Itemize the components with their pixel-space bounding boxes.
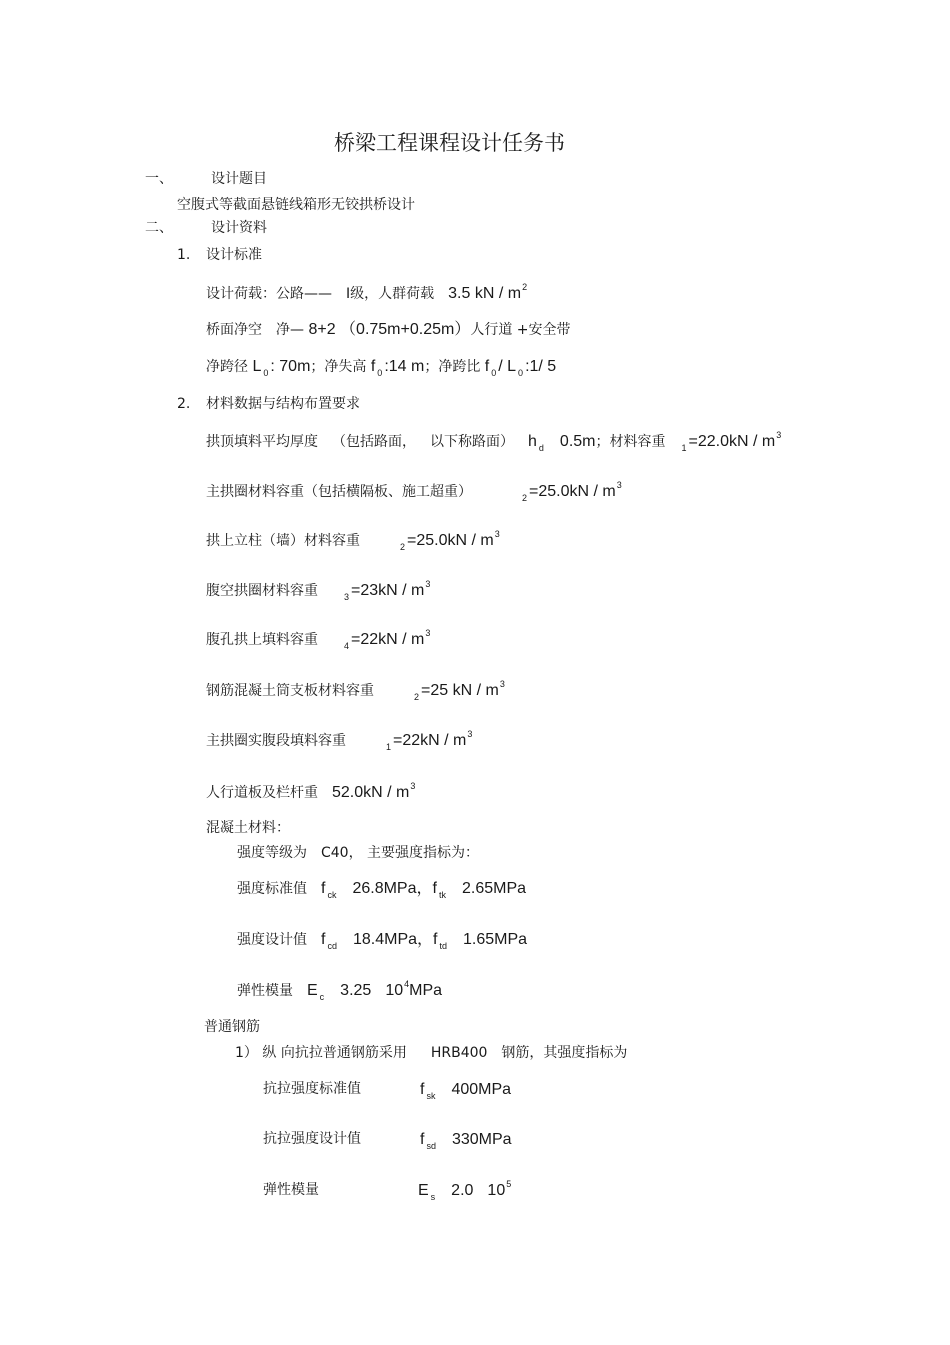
weight-value: =25 kN / m <box>421 682 499 699</box>
steel-line1-a: 纵 向抗拉普通钢筋采用 <box>262 1045 407 1061</box>
steel-modulus-value: 2.0 <box>451 1182 474 1199</box>
item1-number: 1. <box>177 247 191 263</box>
weight-label: 拱上立柱（墙）材料容重 <box>206 533 360 549</box>
weight-exp: 3 <box>467 729 473 739</box>
weight-sub: 1 <box>386 742 392 752</box>
item1-heading: 设计标准 <box>206 247 262 263</box>
ratio-slash: / L <box>498 358 517 375</box>
concrete-design-line <box>237 931 528 951</box>
design-load-grade: Ⅰ级，人群荷载 <box>346 286 435 302</box>
steel-std-f: f <box>420 1081 425 1098</box>
weight-label: 主拱圈材料容重（包括横隔板、施工超重） <box>206 484 472 500</box>
concrete-modulus-e-sub: c <box>319 992 325 1002</box>
crowd-load-value: 3.5 <box>448 285 471 302</box>
design-load-line <box>206 282 528 302</box>
weight-row <box>206 480 622 503</box>
steel-std-value-line <box>420 1081 512 1101</box>
weight-row <box>206 679 505 702</box>
steel-line1-num: 1） <box>235 1045 258 1061</box>
weight-label: 钢筋混凝土筒支板材料容重 <box>206 683 374 699</box>
steel-std-f-sub: sk <box>426 1091 436 1101</box>
span-sep2: ；净跨比 <box>424 359 481 375</box>
weight-value: =25.0kN / m <box>529 483 616 500</box>
steel-modulus-pow: 10 <box>487 1182 506 1199</box>
section1-heading: 设计题目 <box>211 171 267 187</box>
weight-value: =22kN / m <box>393 732 467 749</box>
crowd-load-exp: 2 <box>522 282 528 292</box>
steel-design-value-line <box>420 1131 512 1151</box>
railing-exp: 3 <box>410 781 416 791</box>
concrete-design-v1: 18.4MPa，f <box>352 931 438 948</box>
section2-heading: 设计资料 <box>211 220 267 236</box>
steel-modulus-e: E <box>418 1182 429 1199</box>
concrete-design-f2-sub: td <box>439 941 447 951</box>
steel-std-label: 抗拉强度标准值 <box>263 1081 361 1097</box>
rise-f-sub: 0 <box>377 368 383 378</box>
railing-value: 52.0kN / m <box>332 784 410 801</box>
steel-heading: 普通钢筋 <box>204 1019 260 1035</box>
item2-number: 2. <box>177 396 191 412</box>
weight-exp: 3 <box>425 628 431 638</box>
concrete-std-label: 强度标准值 <box>237 881 307 897</box>
steel-modulus-e-sub: s <box>430 1192 436 1202</box>
rise-f-value: :14 m <box>384 358 425 375</box>
steel-modulus-exp: 5 <box>506 1179 512 1189</box>
deck-value: 8+2 （0.75m+0.25m） <box>308 321 471 338</box>
concrete-std-f-sub: ck <box>327 890 337 900</box>
fill-g-sub: 1 <box>681 443 687 453</box>
section1-number: 一、 <box>145 171 173 187</box>
railing-row <box>206 781 416 801</box>
steel-design-f-sub: sd <box>426 1141 436 1151</box>
ratio-f-sub: 0 <box>491 368 497 378</box>
weight-exp: 3 <box>494 529 500 539</box>
steel-design-value: 330MPa <box>451 1131 512 1148</box>
concrete-grade-c: 主要强度指标为： <box>367 845 480 861</box>
page-title: 桥梁工程课程设计任务书 <box>334 131 565 155</box>
rise-f-symbol: f <box>370 358 376 375</box>
fill-label: 拱顶填料平均厚度 <box>206 434 318 450</box>
weight-exp: 3 <box>499 679 505 689</box>
deck-label: 桥面净空 <box>206 322 262 338</box>
fill-h-value: 0.5m <box>559 433 596 450</box>
weight-row <box>206 729 473 752</box>
steel-design-label: 抗拉强度设计值 <box>263 1131 361 1147</box>
concrete-modulus-pow: 10 <box>385 982 404 999</box>
concrete-heading: 混凝土材料： <box>206 820 290 836</box>
deck-net: 净— <box>276 322 304 338</box>
fill-h-sub: d <box>538 443 544 453</box>
concrete-modulus-label: 弹性模量 <box>237 983 293 999</box>
weight-sub: 2 <box>400 542 406 552</box>
deck-tail: 人行道 +安全带 <box>470 322 571 338</box>
weight-exp: 3 <box>616 480 622 490</box>
steel-line1 <box>235 1046 627 1060</box>
span-l-sub: 0 <box>263 368 269 378</box>
weight-value: =22kN / m <box>351 631 425 648</box>
span-l-symbol: L <box>252 358 262 375</box>
crowd-load-unit: kN / m <box>474 285 522 302</box>
weight-row <box>206 628 431 651</box>
concrete-std-v2: 2.65MPa <box>461 880 527 897</box>
fill-h-symbol: h <box>528 433 537 450</box>
weight-sub: 4 <box>344 641 350 651</box>
fill-g-value: =22.0kN / m <box>688 433 776 450</box>
concrete-design-f-sub: cd <box>327 941 337 951</box>
steel-modulus-value-line <box>418 1179 512 1202</box>
section1-content: 空腹式等截面悬链线箱形无铰拱桥设计 <box>177 197 415 213</box>
fill-paren: （包括路面， <box>332 434 416 450</box>
span-sep1: ；净失高 <box>310 359 367 375</box>
concrete-modulus-e: E <box>307 982 318 999</box>
span-label: 净跨径 <box>206 359 248 375</box>
weight-label: 主拱圈实腹段填料容重 <box>206 733 346 749</box>
concrete-grade-b: C40， <box>321 845 363 861</box>
span-l-value: : 70m <box>270 358 311 375</box>
weight-sub: 2 <box>414 692 420 702</box>
section2-number: 二、 <box>145 220 173 236</box>
ratio-l-sub: 0 <box>518 368 524 378</box>
concrete-design-label: 强度设计值 <box>237 932 307 948</box>
fill-paren2: 以下称路面） <box>430 434 514 450</box>
weight-label: 腹空拱圈材料容重 <box>206 583 318 599</box>
concrete-modulus-exp: 4 <box>404 979 410 989</box>
concrete-std-line <box>237 880 527 900</box>
steel-modulus-label: 弹性模量 <box>263 1182 319 1198</box>
concrete-std-v1: 26.8MPa，f <box>352 880 437 897</box>
concrete-std-f: f <box>321 880 326 897</box>
steel-std-value: 400MPa <box>451 1081 512 1098</box>
concrete-grade-a: 强度等级为 <box>237 845 307 861</box>
weight-sub: 2 <box>522 493 528 503</box>
item2-heading: 材料数据与结构布置要求 <box>206 396 360 412</box>
weight-exp: 3 <box>425 579 431 589</box>
concrete-modulus-unit: MPa <box>409 982 443 999</box>
span-line <box>206 358 557 378</box>
steel-design-f: f <box>420 1131 425 1148</box>
deck-clearance-line <box>206 322 571 338</box>
concrete-design-v2: 1.65MPa <box>462 931 528 948</box>
weight-row <box>206 529 500 552</box>
fill-line <box>206 430 782 453</box>
fill-g-exp: 3 <box>776 430 782 440</box>
steel-line1-b: HRB400 <box>430 1045 488 1061</box>
weight-label: 腹孔拱上填料容重 <box>206 632 318 648</box>
concrete-modulus-line <box>237 979 443 1002</box>
weight-value: =23kN / m <box>351 582 425 599</box>
fill-mid: ；材料容重 <box>595 434 666 450</box>
weight-row <box>206 579 431 602</box>
concrete-modulus-value: 3.25 <box>340 982 372 999</box>
ratio-f-symbol: f <box>484 358 490 375</box>
concrete-std-f2-sub: tk <box>438 890 446 900</box>
concrete-design-f: f <box>321 931 326 948</box>
concrete-grade-line <box>237 846 479 860</box>
steel-line1-c: 钢筋，其强度指标为 <box>501 1045 628 1061</box>
railing-label: 人行道板及栏杆重 <box>206 785 318 801</box>
ratio-value: :1/ 5 <box>525 358 557 375</box>
weight-sub: 3 <box>344 592 350 602</box>
weight-value: =25.0kN / m <box>407 532 494 549</box>
design-load-label: 设计荷载：公路—— <box>206 286 332 302</box>
